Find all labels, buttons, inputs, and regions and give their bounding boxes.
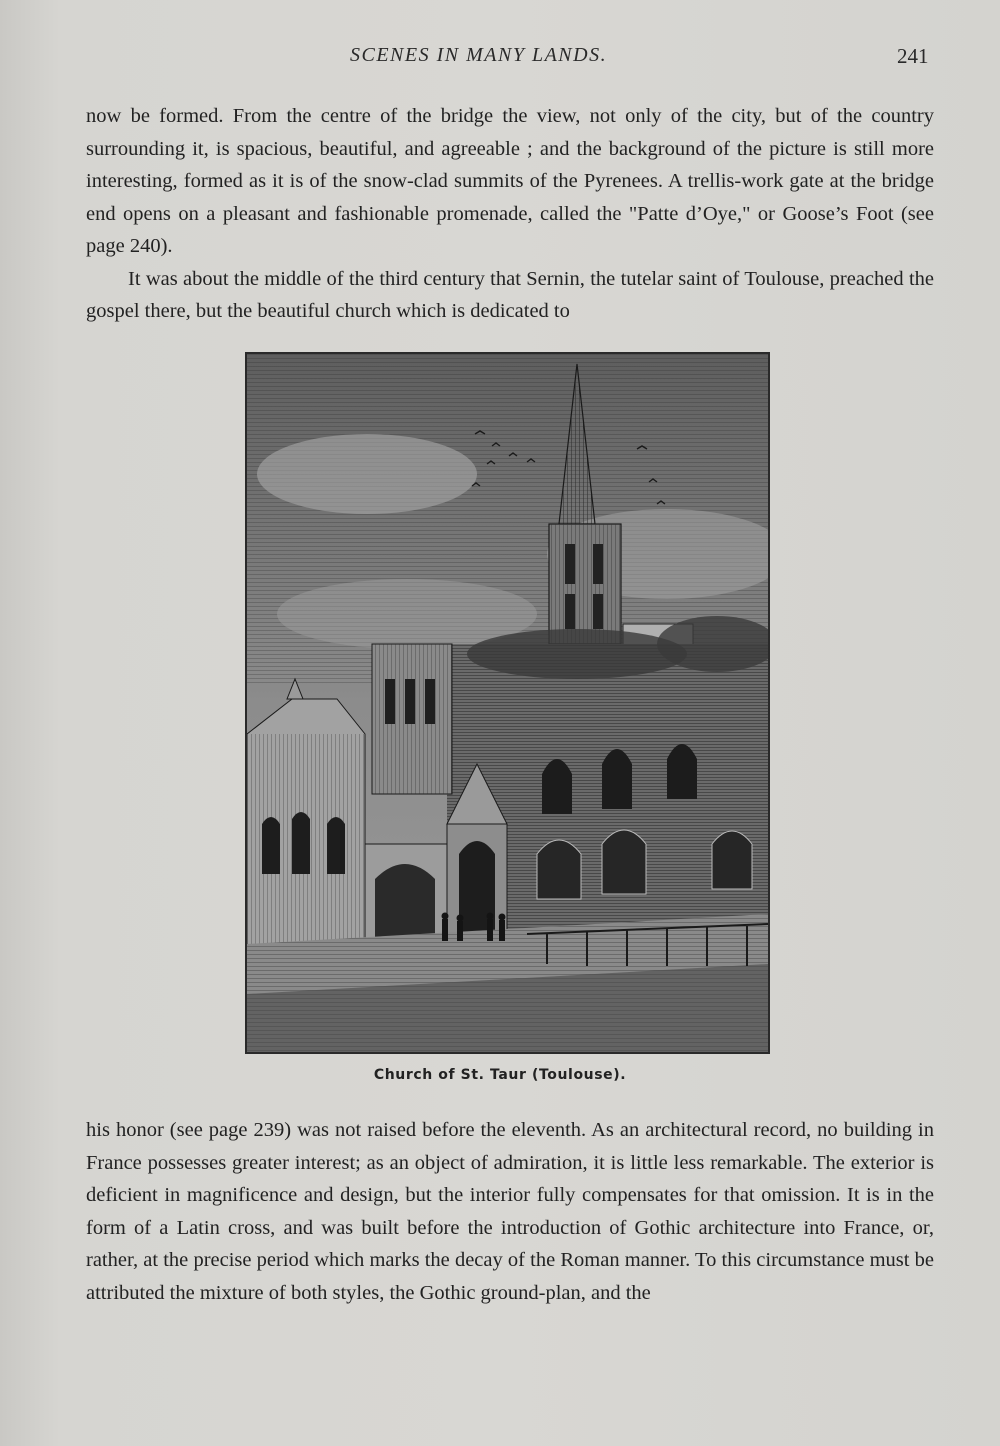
running-head: SCENES IN MANY LANDS. [350,44,608,66]
engraving-illustration [245,352,770,1054]
paragraph: It was about the middle of the third century that Sernin, the tutelar saint of Toulouse, preached the gospel there, but the beautiful church which is dedicated to [86,267,934,322]
page-number: 241 [897,44,929,68]
text-block-top [86,100,934,328]
text-block-bottom [86,1114,934,1309]
paragraph: his honor (see page 239) was not raised before the eleventh. As an architectural record, no building in France possesses greater interest; as an object of admiration, it is little less remarkable. The exterior is deficient in magnificence and design, but the interior fully compensates for that omission. It is in the form of a Latin cross, and was built before the introduction of Gothic architecture into France, or, rather, at the precise period which marks the decay of the Roman manner. To this circumstance must be attributed the mixture of both styles, the Gothic ground-plan, and the [86,1119,934,1304]
paragraph: now be formed. From the centre of the bridge the view, not only of the city, but of the country surrounding it, is spacious, beautiful, and agreeable ; and the background of the picture is still more interesting, formed as it is of the snow-clad summits of the Pyrenees. A trellis-work gate at the bridge end opens on a pleasant and fashionable promenade, called the "Patte d’Oye," or Goose’s Foot (see page 240). [86,105,934,257]
church-engraving [247,354,768,1052]
figure-caption: Church of St. Taur (Toulouse). [373,1067,627,1083]
